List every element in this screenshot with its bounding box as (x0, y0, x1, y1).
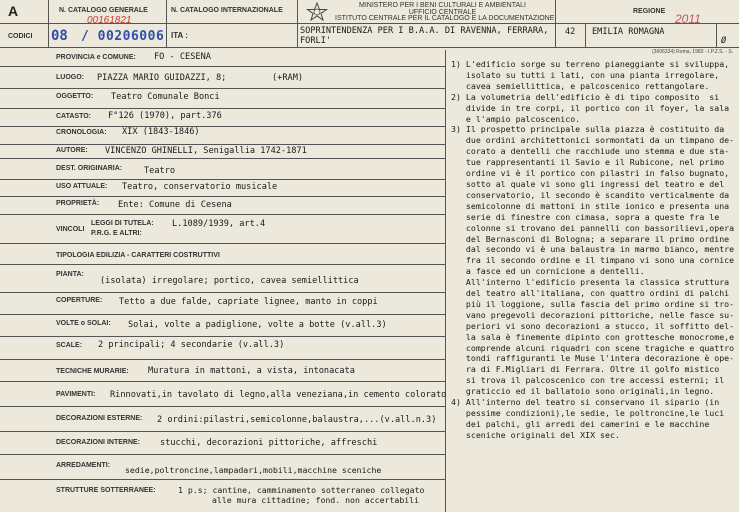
field-label-pavimenti: PAVIMENTI: (56, 391, 96, 398)
section-title-tipologia: TIPOLOGIA EDILIZIA - CARATTERI COSTRUTTIVI (56, 252, 220, 259)
field-value-proprieta: Ente: Comune di Cesena (118, 200, 232, 210)
ita-label: ITA : (171, 31, 188, 40)
field-label-prg: P.R.G. E ALTRI: (91, 230, 142, 237)
field-label-luogo: LUOGO: (56, 74, 84, 81)
field-label-pianta: PIANTA: (56, 271, 84, 278)
field-label-oggetto: OGGETTO: (56, 93, 94, 100)
field-value-pavimenti: Rinnovati,in tavolato di legno,alla veneziana,in cemento colorato (110, 390, 447, 400)
field-value-leggi-tutela: L.1089/1939, art.4 (172, 219, 266, 229)
field-label-vincoli: VINCOLI (56, 226, 85, 233)
field-value-volte: Solai, volte a padiglione, volte a botte (v.all.3) (128, 320, 387, 330)
codici-label: CODICI (8, 33, 33, 40)
soprintendenza-value: SOPRINTENDENZA PER I B.A.A. DI RAVENNA, FERRARA, (300, 26, 549, 36)
field-value-arredamenti: sedie,poltroncine,lampadari,mobili,macchine sceniche (125, 465, 382, 475)
soprintendenza-value-2: FORLI' (300, 36, 332, 46)
catalog-general-label: N. CATALOGO GENERALE (59, 7, 148, 14)
field-value-strutture-sotterranee-2: alle mura cittadine; fond. non accertabili (212, 495, 420, 505)
republic-emblem-icon (305, 2, 329, 22)
field-value-autore: VINCENZO GHINELLI, Senigallia 1742-1871 (105, 146, 307, 156)
field-label-provincia: PROVINCIA e COMUNE: (56, 54, 136, 61)
field-value-strutture-sotterranee: 1 p.s; cantine, camminamento sotterraneo collegato (178, 485, 425, 495)
field-value-decorazioni-esterne: 2 ordini:pilastri,semicolonne,balaustra,...(v.all.n.3) (157, 415, 437, 425)
field-label-arredamenti: ARREDAMENTI: (56, 462, 111, 469)
regione-note: 2011 (675, 12, 701, 26)
field-label-leggi-tutela: LEGGI DI TUTELA: (91, 220, 154, 227)
regione-value: EMILIA ROMAGNA (592, 27, 665, 37)
field-label-cronologia: CRONOLOGIA: (56, 129, 107, 136)
field-value-coperture: Tetto a due falde, capriate lignee, manto in coppi (119, 297, 378, 307)
field-value-cronologia: XIX (1843-1846) (122, 127, 200, 137)
field-value-luogo: PIAZZA MARIO GUIDAZZI, 8; (97, 73, 227, 83)
field-value-provincia: FO - CESENA (154, 52, 211, 62)
field-label-uso-attuale: USO ATTUALE: (56, 183, 108, 190)
field-label-volte: VOLTE o SOLAI: (56, 320, 111, 327)
field-label-decorazioni-interne: DECORAZIONI INTERNE: (56, 439, 140, 446)
ministry-line-2: UFFICIO CENTRALE (408, 9, 477, 16)
field-value-oggetto: Teatro Comunale Bonci (111, 92, 220, 102)
field-value-catasto: F°126 (1970), part.376 (108, 111, 222, 121)
catalog-number-digits: / 00206006 (81, 29, 165, 44)
field-label-scale: SCALE: (56, 342, 83, 349)
field-value-uso-attuale: Teatro, conservatorio musicale (122, 182, 278, 192)
field-value-luogo-note: (+RAM) (272, 73, 304, 83)
field-label-decorazioni-esterne: DECORAZIONI ESTERNE: (56, 415, 143, 422)
field-label-coperture: COPERTURE: (56, 297, 103, 304)
catalog-international-label: N. CATALOGO INTERNAZIONALE (171, 7, 283, 14)
field-label-dest-originaria: DEST. ORIGINARIA: (56, 165, 123, 172)
field-label-catasto: CATASTO: (56, 113, 91, 120)
field-value-scale: 2 principali; 4 secondarie (v.all.3) (98, 340, 285, 350)
description-text: 1) L'edificio sorge su terreno pianeggiante si sviluppa, isolato su tutti i lati, con una pianta irregolare, cavea semiellittica, e palcoscenico rettangolare. 2) La volumetria dell'edificio è di tipo composito si divide in tre corpi, il portico con il foyer, la sala e l'ampio palcoscenico. 3) Il prospetto principale sulla piazza è costituito da due ordini architettonici sormontati da un timpano de- corato a dentelli che racchiude uno stemma e due sta- tue rappresentanti il Savio e il Rubicone, nel primo ordine vi è il portico con pilastri in falso bugnato, sotto al quale vi sono gli ingressi del teatro e del conservatorio, il secondo è scandito verticalmente da semicolonne di mattoni in stile ionico e presenta una serie di finestre con cimasa, sopra a queste fra le colonne si trovano dei pannelli con bassorilievi,opera del Bernasconi di Bologna; a separare il primo ordine dal secondo vi è una balaustra in marmo bianco, mentre fra il secondo ordine e il timpano vi sono una cornice a fasce ed un cornicione a dentelli. All'interno l'edificio presenta la classica struttura del teatro all'italiana, con quattro ordini di palchi più il loggione, sulla fascia del primo ordine si tro- vano pregevoli decorazioni pittoriche, nelle fasce su- periori vi sono decorazioni a stucco, il soffitto del- la sala è finemente dipinto con grottesche monocrome,e comprende alcuni riquadri con scene tragiche e quattro tondi raffiguranti le Muse l'intera decorazione è ope- ra di F.Migliari di Ferrara. Oltre il golfo mistico si trova il palcoscenico con tre accessi esterni; il graticcio ed il ballatoio sono originali,in legno. 4) All'interno del teatro si conservano il sipario (in pessime condizioni),le sedie, le poltroncine,le luci dei palchi, gli arredi dei camerini e le macchine sceniche originali del XIX sec. (451, 59, 735, 440)
field-value-pianta: (isolata) irregolare; portico, cavea semiellittica (100, 276, 359, 286)
field-value-decorazioni-interne: stucchi, decorazioni pittoriche, affreschi (160, 438, 378, 448)
catalog-general-number: 00161821 (87, 15, 132, 26)
field-value-tecniche-murarie: Muratura in mattoni, a vista, intonacata (148, 366, 355, 376)
ministry-line-1: MINISTERO PER I BENI CULTURALI E AMBIENTALI (359, 2, 526, 9)
field-label-tecniche-murarie: TECNICHE MURARIE: (56, 368, 129, 375)
field-label-proprieta: PROPRIETÀ: (56, 200, 100, 207)
region-code: 08 (51, 28, 68, 44)
card-letter: A (8, 3, 19, 19)
ministry-line-3: ISTITUTO CENTRALE PER IL CATALOGO E LA DOCUMENTAZIONE (335, 15, 555, 22)
field-label-autore: AUTORE: (56, 147, 88, 154)
print-code: (3606334) Roma, 1983 - I.P.Z.S. - S. (652, 49, 734, 55)
soprintendenza-code: 42 (565, 27, 576, 37)
regione-label: REGIONE (633, 8, 666, 15)
field-label-strutture-sotterranee: STRUTTURE SOTTERRANEE: (56, 487, 156, 494)
field-value-dest-originaria: Teatro (144, 166, 176, 176)
regione-code-mark: Ø (721, 36, 727, 46)
